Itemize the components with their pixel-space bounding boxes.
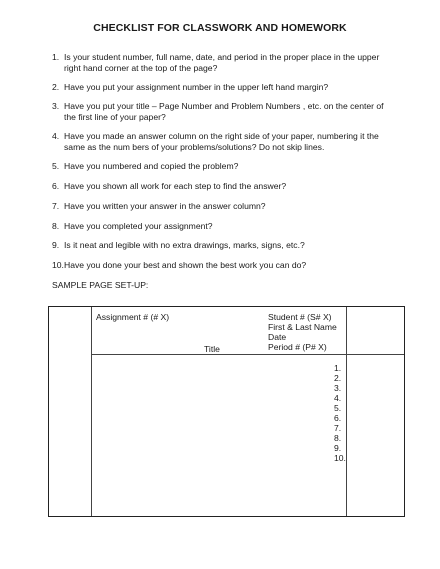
item-number: 8. [52, 221, 60, 231]
page-title: CHECKLIST FOR CLASSWORK AND HOMEWORK [93, 22, 347, 34]
item-text-line: right hand corner at the top of the page? [64, 63, 218, 73]
item-number: 10. [52, 260, 64, 270]
item-text-line: Have you put your title – Page Number and Problem Numbers , etc. on the center of [64, 101, 384, 111]
item-text-line: the first line of your paper? [64, 112, 166, 122]
item-text-line: Have you completed your assignment? [64, 221, 213, 231]
item-number: 5. [52, 161, 60, 171]
sample-heading: SAMPLE PAGE SET-UP: [52, 280, 149, 290]
header-line [91, 354, 404, 355]
item-number: 1. [52, 52, 60, 62]
item-text-line: Have you done your best and shown the best work you can do? [64, 260, 307, 270]
answer-number: 10. [334, 453, 346, 463]
title-label: Title [204, 344, 220, 354]
sample-page-box [48, 306, 405, 517]
left-margin-line [91, 307, 92, 516]
answer-number: 8. [334, 433, 342, 443]
answer-number: 9. [334, 443, 342, 453]
item-number: 2. [52, 82, 60, 92]
answer-number: 2. [334, 373, 342, 383]
item-number: 9. [52, 240, 60, 250]
item-text-line: Is your student number, full name, date, and period in the proper place in the upper [64, 52, 380, 62]
answer-number: 4. [334, 393, 342, 403]
item-text-line: Have you written your answer in the answer column? [64, 201, 266, 211]
answer-number: 1. [334, 363, 342, 373]
item-text-line: Have you put your assignment number in the upper left hand margin? [64, 82, 329, 92]
item-text-line: Have you made an answer column on the right side of your paper, numbering it the [64, 131, 379, 141]
item-text-line: Have you numbered and copied the problem? [64, 161, 239, 171]
item-text-line: same as the num bers of your problems/solutions? Do not skip lines. [64, 142, 325, 152]
item-number: 7. [52, 201, 60, 211]
item-number: 6. [52, 181, 60, 191]
item-text-line: Is it neat and legible with no extra drawings, marks, signs, etc.? [64, 240, 305, 250]
answer-number: 3. [334, 383, 342, 393]
answer-column-line [346, 307, 347, 516]
student-number-label: Student # (S# X) [268, 312, 332, 322]
answer-number: 7. [334, 423, 342, 433]
assignment-label: Assignment # (# X) [96, 312, 170, 322]
answer-number: 6. [334, 413, 342, 423]
item-number: 3. [52, 101, 60, 111]
period-label: Period # (P# X) [268, 342, 327, 352]
date-label: Date [268, 332, 287, 342]
name-label: First & Last Name [268, 322, 337, 332]
answer-number: 5. [334, 403, 342, 413]
item-text-line: Have you shown all work for each step to find the answer? [64, 181, 287, 191]
item-number: 4. [52, 131, 60, 141]
